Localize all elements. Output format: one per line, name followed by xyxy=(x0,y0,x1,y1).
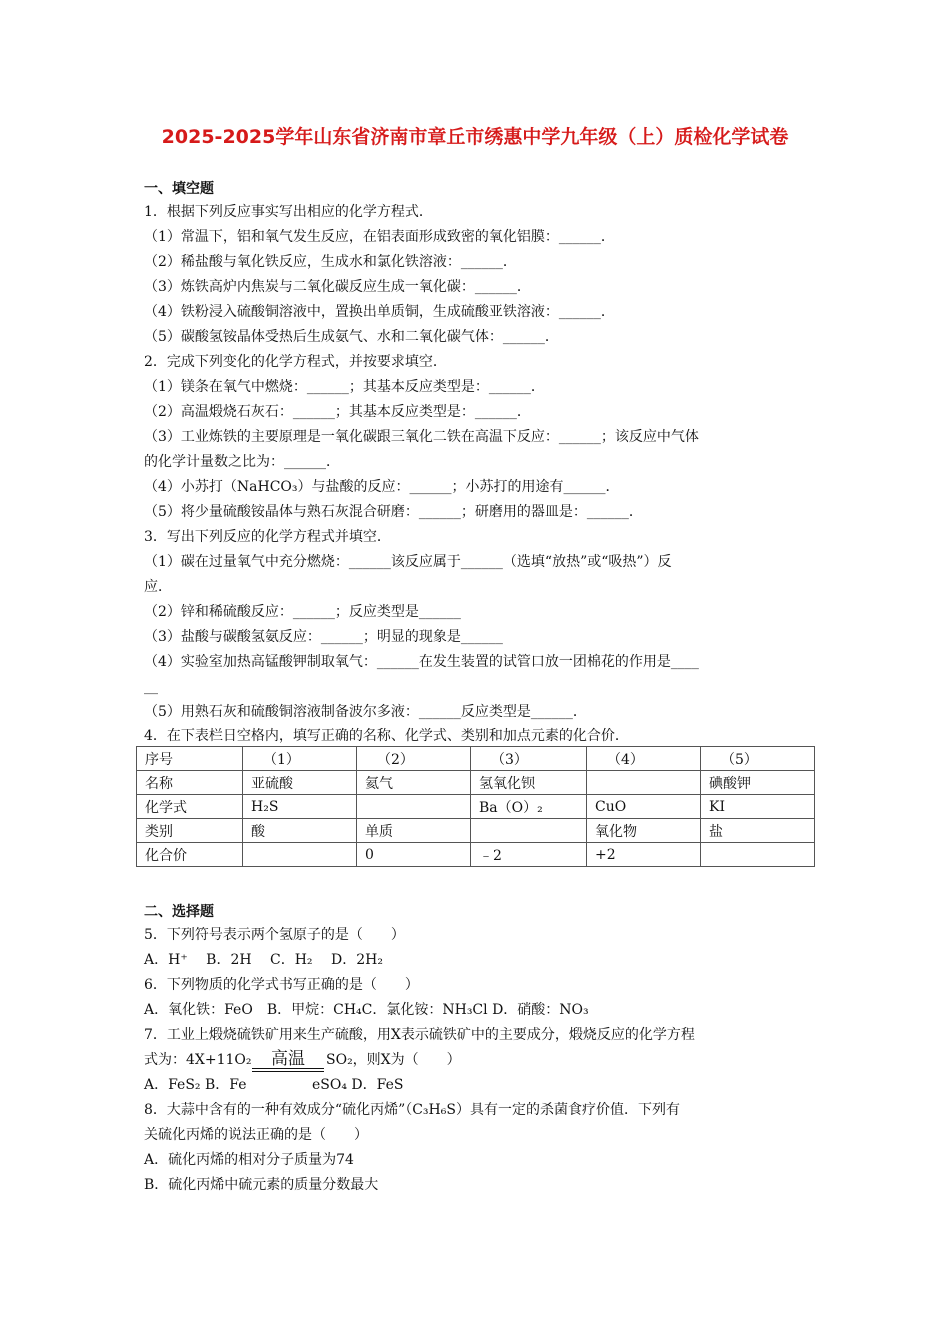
table-cell: 类别 xyxy=(137,819,243,843)
table-cell: （4） xyxy=(587,747,701,771)
table-cell: （1） xyxy=(243,747,357,771)
q2-item-3-cont: 的化学计量数之比为：______． xyxy=(144,454,340,470)
table-row xyxy=(137,843,815,867)
equals-line-top xyxy=(252,1068,324,1069)
table-cell: CuO xyxy=(587,795,701,819)
q2-item-5: （5）将少量硫酸铵晶体与熟石灰混合研磨：______；研磨用的器皿是：______． xyxy=(144,504,643,520)
table-cell xyxy=(587,771,701,795)
q3-item-1-cont: 应． xyxy=(144,579,172,595)
q3-item-1: （1）碳在过量氧气中充分燃烧：______该反应属于______（选填“放热”或“吸热”）反 xyxy=(144,554,672,570)
q5-options: A．H⁺ B．2H C．H₂ D．2H₂ xyxy=(144,952,383,968)
reaction-condition-box xyxy=(252,1044,324,1074)
table-cell: 化合价 xyxy=(137,843,243,867)
table-row xyxy=(137,747,815,771)
table-cell: 氦气 xyxy=(357,771,471,795)
q1-stem: 1．根据下列反应事实写出相应的化学方程式． xyxy=(144,204,433,220)
q1-item-5: （5）碳酸氢铵晶体受热后生成氨气、水和二氧化碳气体：______． xyxy=(144,329,559,345)
table-cell: H₂S xyxy=(243,795,357,819)
table-cell: （3） xyxy=(471,747,587,771)
table-row xyxy=(137,795,815,819)
table-cell: （2） xyxy=(357,747,471,771)
table-cell xyxy=(357,795,471,819)
table-cell: 名称 xyxy=(137,771,243,795)
page-title: 2025-2025学年山东省济南市章丘市绣惠中学九年级（上）质检化学试卷 xyxy=(161,126,789,148)
table-cell: 碘酸钾 xyxy=(701,771,815,795)
q1-item-3: （3）炼铁高炉内焦炭与二氧化碳反应生成一氧化碳：______． xyxy=(144,279,531,295)
table-cell: 酸 xyxy=(243,819,357,843)
q1-item-2: （2）稀盐酸与氧化铁反应，生成水和氯化铁溶液：______． xyxy=(144,254,517,270)
q3-item-4-cont: __ xyxy=(144,679,158,695)
q2-item-4: （4）小苏打（NaHCO₃）与盐酸的反应：______；小苏打的用途有______． xyxy=(144,479,620,495)
table-cell: 氧化物 xyxy=(587,819,701,843)
equals-line-bottom xyxy=(252,1071,324,1072)
table-cell: KI xyxy=(701,795,815,819)
table-row xyxy=(137,819,815,843)
table-cell: 化学式 xyxy=(137,795,243,819)
q2-item-2: （2）高温煅烧石灰石：______；其基本反应类型是：______． xyxy=(144,404,531,420)
q7-stem-line2-left: 式为：4X+11O₂ xyxy=(144,1052,252,1068)
table-cell: 亚硫酸 xyxy=(243,771,357,795)
section-heading-fill-blank: 一、填空题 xyxy=(144,181,214,197)
table-cell: Ba（O）₂ xyxy=(471,795,587,819)
q3-item-5: （5）用熟石灰和硫酸铜溶液制备波尔多液：______反应类型是______． xyxy=(144,704,587,720)
q8-option-a: A．硫化丙烯的相对分子质量为74 xyxy=(144,1152,354,1168)
q1-item-1: （1）常温下，铝和氧气发生反应，在铝表面形成致密的氧化铝膜：______． xyxy=(144,229,615,245)
table-cell xyxy=(471,819,587,843)
table-cell xyxy=(243,843,357,867)
table-cell: 氢氧化钡 xyxy=(471,771,587,795)
table-cell: 0 xyxy=(357,843,471,867)
q8-stem-line1: 8．大蒜中含有的一种有效成分“硫化丙烯”（C₃H₆S）具有一定的杀菌食疗价值．下列有 xyxy=(144,1102,680,1118)
q3-item-3: （3）盐酸与碳酸氢氨反应：______；明显的现象是______ xyxy=(144,629,503,645)
table-cell: +2 xyxy=(587,843,701,867)
q8-stem-line2: 关硫化丙烯的说法正确的是（ ） xyxy=(144,1127,368,1143)
q2-stem: 2．完成下列变化的化学方程式，并按要求填空． xyxy=(144,354,447,370)
table-cell: 盐 xyxy=(701,819,815,843)
q5-stem: 5．下列符号表示两个氢原子的是（ ） xyxy=(144,927,405,943)
table-cell: 单质 xyxy=(357,819,471,843)
table-cell: ﹣2 xyxy=(471,843,587,867)
q7-options-right: eSO₄ D．FeS xyxy=(312,1077,404,1093)
q4-table xyxy=(136,746,815,867)
q3-item-4: （4）实验室加热高锰酸钾制取氧气：______在发生装置的试管口放一团棉花的作用是____ xyxy=(144,654,699,670)
q7-options-left: A．FeS₂ B．Fe xyxy=(144,1077,247,1093)
q3-stem: 3．写出下列反应的化学方程式并填空． xyxy=(144,529,391,545)
table-cell: （5） xyxy=(701,747,815,771)
q7-stem-line2-right: SO₂，则X为（ ） xyxy=(326,1052,461,1068)
reaction-condition: 高温 xyxy=(271,1049,305,1069)
q6-stem: 6．下列物质的化学式书写正确的是（ ） xyxy=(144,977,419,993)
table-row xyxy=(137,771,815,795)
q3-item-2: （2）锌和稀硫酸反应：______；反应类型是______ xyxy=(144,604,461,620)
q2-item-3: （3）工业炼铁的主要原理是一氧化碳跟三氧化二铁在高温下反应：______；该反应中气体 xyxy=(144,429,699,445)
q1-item-4: （4）铁粉浸入硫酸铜溶液中，置换出单质铜，生成硫酸亚铁溶液：______． xyxy=(144,304,615,320)
table-cell: 序号 xyxy=(137,747,243,771)
section-heading-choice: 二、选择题 xyxy=(144,904,214,920)
q6-options: A．氧化铁：FeO B．甲烷：CH₄C．氯化铵：NH₃Cl D．硝酸：NO₃ xyxy=(144,1002,589,1018)
table-cell xyxy=(701,843,815,867)
q4-stem: 4．在下表栏日空格内，填写正确的名称、化学式、类别和加点元素的化合价． xyxy=(144,728,629,744)
q2-item-1: （1）镁条在氧气中燃烧：______；其基本反应类型是：______． xyxy=(144,379,545,395)
q7-stem-line1: 7．工业上煅烧硫铁矿用来生产硫酸，用X表示硫铁矿中的主要成分，煅烧反应的化学方程 xyxy=(144,1027,695,1043)
q8-option-b: B．硫化丙烯中硫元素的质量分数最大 xyxy=(144,1177,379,1193)
